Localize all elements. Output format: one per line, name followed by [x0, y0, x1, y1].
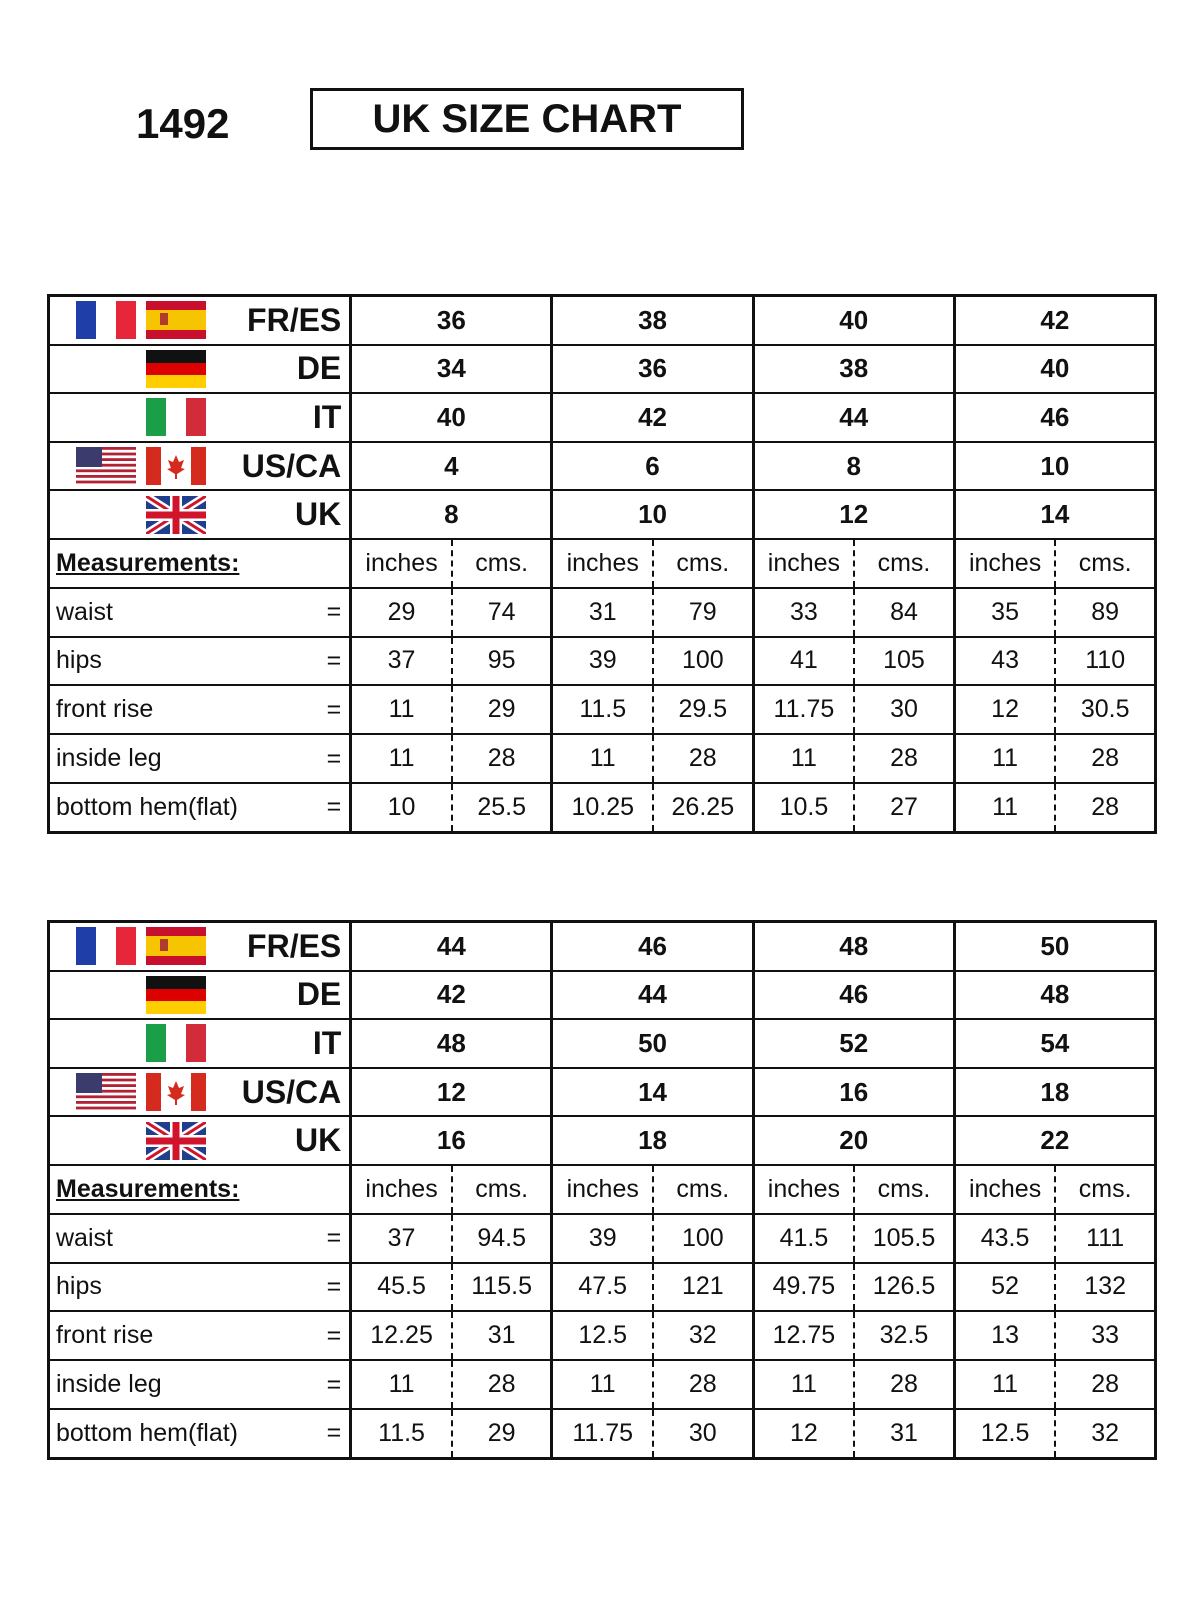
- inches-value: 11: [954, 783, 1055, 832]
- unit-cms-header: cms.: [452, 539, 552, 588]
- size-value: 50: [954, 922, 1155, 971]
- inches-value: 43.5: [954, 1214, 1055, 1263]
- germany-flag-icon: [146, 350, 206, 388]
- usa-flag-icon: [76, 447, 136, 485]
- size-value: 40: [753, 296, 954, 345]
- size-value: 12: [351, 1068, 552, 1117]
- cms-value: 95: [452, 637, 552, 686]
- cms-value: 29.5: [653, 685, 753, 734]
- measurement-label-cell: [49, 1263, 351, 1312]
- page-title-text: UK SIZE CHART: [372, 96, 682, 141]
- unit-inches-header: inches: [351, 1165, 452, 1214]
- size-value: 44: [753, 393, 954, 442]
- cms-value: 28: [854, 1360, 954, 1409]
- country-flags: [50, 927, 210, 965]
- size-value: 42: [552, 393, 753, 442]
- unit-cms-header: cms.: [653, 539, 753, 588]
- size-value: 40: [954, 345, 1155, 394]
- unit-inches-header: inches: [753, 1165, 854, 1214]
- inches-value: 39: [552, 637, 653, 686]
- inches-value: 47.5: [552, 1263, 653, 1312]
- cms-value: 31: [452, 1311, 552, 1360]
- inches-value: 11: [351, 1360, 452, 1409]
- country-size-row: [49, 442, 1156, 491]
- cms-value: 30: [854, 685, 954, 734]
- measurement-row: [49, 783, 1156, 832]
- inches-value: 11: [552, 734, 653, 783]
- equals-sign: =: [326, 744, 342, 773]
- measurement-row: [49, 1409, 1156, 1458]
- size-value: 46: [954, 393, 1155, 442]
- unit-cms-header: cms.: [653, 1165, 753, 1214]
- country-size-row: [49, 490, 1156, 539]
- italy-flag-icon: [146, 398, 206, 436]
- country-code: UK: [295, 1122, 342, 1159]
- cms-value: 30.5: [1055, 685, 1155, 734]
- inches-value: 11.5: [351, 1409, 452, 1458]
- cms-value: 111: [1055, 1214, 1155, 1263]
- unit-inches-header: inches: [351, 539, 452, 588]
- inches-value: 37: [351, 637, 452, 686]
- country-code: FR/ES: [247, 927, 342, 964]
- size-value: 4: [351, 442, 552, 491]
- country-code: IT: [312, 398, 342, 435]
- country-size-row: [49, 1068, 1156, 1117]
- size-value: 44: [351, 922, 552, 971]
- inches-value: 12.25: [351, 1311, 452, 1360]
- cms-value: 26.25: [653, 783, 753, 832]
- country-size-row: [49, 393, 1156, 442]
- cms-value: 126.5: [854, 1263, 954, 1312]
- equals-sign: =: [326, 1272, 342, 1301]
- inches-value: 11.75: [552, 1409, 653, 1458]
- measurements-heading: Measurements:: [49, 539, 351, 588]
- size-value: 18: [954, 1068, 1155, 1117]
- inches-value: 39: [552, 1214, 653, 1263]
- country-label-cell: [49, 1116, 351, 1165]
- cms-value: 28: [854, 734, 954, 783]
- unit-cms-header: cms.: [854, 1165, 954, 1214]
- uk-flag-icon: [146, 496, 206, 534]
- measurement-row: [49, 685, 1156, 734]
- measurement-name: inside leg: [56, 1370, 162, 1399]
- country-code: DE: [296, 976, 342, 1013]
- inches-value: 31: [552, 588, 653, 637]
- cms-value: 25.5: [452, 783, 552, 832]
- cms-value: 89: [1055, 588, 1155, 637]
- measurement-name: bottom hem(flat): [56, 1418, 239, 1447]
- measurements-header-row: [49, 1165, 1156, 1214]
- inches-value: 11: [954, 1360, 1055, 1409]
- country-label-cell: [49, 490, 351, 539]
- size-value: 50: [552, 1019, 753, 1068]
- inches-value: 11: [753, 1360, 854, 1409]
- measurement-label-cell: [49, 734, 351, 783]
- measurement-label-cell: [49, 588, 351, 637]
- cms-value: 100: [653, 1214, 753, 1263]
- inches-value: 12: [954, 685, 1055, 734]
- size-value: 34: [351, 345, 552, 394]
- size-value: 8: [351, 490, 552, 539]
- inches-value: 12.5: [552, 1311, 653, 1360]
- size-value: 10: [954, 442, 1155, 491]
- size-value: 20: [753, 1116, 954, 1165]
- measurement-name: hips: [56, 646, 102, 675]
- size-value: 52: [753, 1019, 954, 1068]
- country-size-row: [49, 1019, 1156, 1068]
- size-value: 38: [753, 345, 954, 394]
- size-value: 10: [552, 490, 753, 539]
- page-title: [310, 88, 744, 150]
- measurement-row: [49, 1263, 1156, 1312]
- measurements-heading: Measurements:: [49, 1165, 351, 1214]
- cms-value: 28: [452, 734, 552, 783]
- size-value: 46: [552, 922, 753, 971]
- country-label-cell: [49, 345, 351, 394]
- measurements-header-row: [49, 539, 1156, 588]
- cms-value: 121: [653, 1263, 753, 1312]
- size-value: 22: [954, 1116, 1155, 1165]
- cms-value: 115.5: [452, 1263, 552, 1312]
- inches-value: 52: [954, 1263, 1055, 1312]
- country-label-cell: [49, 922, 351, 971]
- inches-value: 10.25: [552, 783, 653, 832]
- size-table: [47, 920, 1157, 1460]
- size-value: 44: [552, 971, 753, 1020]
- country-size-row: [49, 296, 1156, 345]
- inches-value: 12: [753, 1409, 854, 1458]
- inches-value: 35: [954, 588, 1055, 637]
- cms-value: 28: [1091, 792, 1120, 821]
- country-flags: [50, 1122, 210, 1160]
- cms-value: 28: [1055, 734, 1155, 783]
- cms-value: 100: [653, 637, 753, 686]
- country-flags: [50, 398, 210, 436]
- size-table: [47, 294, 1157, 834]
- size-value: 16: [351, 1116, 552, 1165]
- cms-value: 84: [854, 588, 954, 637]
- country-size-row: [49, 922, 1156, 971]
- size-value: 48: [954, 971, 1155, 1020]
- country-flags: [50, 447, 210, 485]
- country-code: US/CA: [241, 1073, 342, 1110]
- country-flags: [50, 350, 210, 388]
- measurement-name: front rise: [56, 695, 154, 724]
- measurement-row: [49, 588, 1156, 637]
- size-value: 54: [954, 1019, 1155, 1068]
- measurement-label-cell: [49, 1311, 351, 1360]
- inches-value: 49.75: [753, 1263, 854, 1312]
- style-code: 1492: [136, 100, 230, 147]
- country-flags: [50, 976, 210, 1014]
- inches-value: 37: [351, 1214, 452, 1263]
- germany-flag-icon: [146, 976, 206, 1014]
- unit-cms-header: cms.: [1055, 539, 1155, 588]
- inches-value: 11: [351, 685, 452, 734]
- inches-value: 10.5: [753, 783, 854, 832]
- country-code: IT: [312, 1024, 342, 1061]
- size-value: 8: [753, 442, 954, 491]
- cms-value: 28: [452, 1360, 552, 1409]
- size-value: 48: [753, 922, 954, 971]
- measurement-row: [49, 1311, 1156, 1360]
- cms-value: 105: [854, 637, 954, 686]
- measurement-name: hips: [56, 1272, 102, 1301]
- inches-value: 12.75: [753, 1311, 854, 1360]
- measurement-label-cell: [49, 685, 351, 734]
- size-value: 18: [552, 1116, 753, 1165]
- inches-value: 11.75: [753, 685, 854, 734]
- cms-value: 32: [1091, 1418, 1120, 1447]
- inches-value: 11: [753, 734, 854, 783]
- inches-value: 41: [753, 637, 854, 686]
- country-flags: [50, 1024, 210, 1062]
- cms-value: 105.5: [854, 1214, 954, 1263]
- size-value: 36: [552, 345, 753, 394]
- country-label-cell: [49, 442, 351, 491]
- canada-flag-icon: [146, 1073, 206, 1111]
- measurement-name: inside leg: [56, 744, 162, 773]
- cms-value: 28: [653, 734, 753, 783]
- cms-value: 33: [1055, 1311, 1155, 1360]
- country-flags: [50, 496, 210, 534]
- country-code: FR/ES: [247, 301, 342, 338]
- country-size-row: [49, 345, 1156, 394]
- equals-sign: =: [326, 792, 342, 821]
- cms-value: 29: [452, 685, 552, 734]
- measurement-row: [49, 734, 1156, 783]
- equals-sign: =: [326, 1370, 342, 1399]
- country-label-cell: [49, 393, 351, 442]
- unit-inches-header: inches: [954, 1165, 1055, 1214]
- measurement-label-cell: [49, 1409, 351, 1458]
- unit-inches-header: inches: [552, 1165, 653, 1214]
- inches-value: 41.5: [753, 1214, 854, 1263]
- country-flags: [50, 1073, 210, 1111]
- country-label-cell: [49, 1019, 351, 1068]
- inches-value: 12.5: [954, 1409, 1055, 1458]
- country-label-cell: [49, 971, 351, 1020]
- measurement-label-cell: [49, 1360, 351, 1409]
- inches-value: 11: [552, 1360, 653, 1409]
- inches-value: 13: [954, 1311, 1055, 1360]
- equals-sign: =: [326, 646, 342, 675]
- measurement-label-cell: [49, 637, 351, 686]
- unit-cms-header: cms.: [854, 539, 954, 588]
- unit-cms-header: cms.: [452, 1165, 552, 1214]
- size-value: 6: [552, 442, 753, 491]
- size-value: 36: [351, 296, 552, 345]
- measurement-name: front rise: [56, 1321, 154, 1350]
- size-value: 14: [954, 490, 1155, 539]
- cms-value: 110: [1055, 637, 1155, 686]
- unit-inches-header: inches: [552, 539, 653, 588]
- size-value: 16: [753, 1068, 954, 1117]
- cms-value: 74: [452, 588, 552, 637]
- size-value: 38: [552, 296, 753, 345]
- size-value: 12: [753, 490, 954, 539]
- size-value: 48: [351, 1019, 552, 1068]
- inches-value: 33: [753, 588, 854, 637]
- size-value: 42: [954, 296, 1155, 345]
- cms-value: 27: [854, 783, 954, 832]
- measurement-label-cell: [49, 783, 351, 832]
- cms-value: 94.5: [452, 1214, 552, 1263]
- usa-flag-icon: [76, 1073, 136, 1111]
- spain-flag-icon: [146, 301, 206, 339]
- inches-value: 45.5: [351, 1263, 452, 1312]
- unit-inches-header: inches: [753, 539, 854, 588]
- unit-cms-header: cms.: [1055, 1165, 1155, 1214]
- inches-value: 11.5: [552, 685, 653, 734]
- country-label-cell: [49, 296, 351, 345]
- country-size-row: [49, 971, 1156, 1020]
- spain-flag-icon: [146, 927, 206, 965]
- measurement-name: waist: [56, 597, 113, 626]
- uk-flag-icon: [146, 1122, 206, 1160]
- measurement-label-cell: [49, 1214, 351, 1263]
- measurement-name: waist: [56, 1223, 113, 1252]
- cms-value: 28: [653, 1360, 753, 1409]
- equals-sign: =: [326, 1321, 342, 1350]
- equals-sign: =: [326, 695, 342, 724]
- canada-flag-icon: [146, 447, 206, 485]
- cms-value: 32: [653, 1311, 753, 1360]
- equals-sign: =: [326, 1223, 342, 1252]
- country-label-cell: [49, 1068, 351, 1117]
- equals-sign: =: [326, 1418, 342, 1447]
- country-size-row: [49, 1116, 1156, 1165]
- country-code: US/CA: [241, 447, 342, 484]
- size-value: 40: [351, 393, 552, 442]
- inches-value: 11: [954, 734, 1055, 783]
- cms-value: 32.5: [854, 1311, 954, 1360]
- unit-inches-header: inches: [954, 539, 1055, 588]
- inches-value: 11: [351, 734, 452, 783]
- measurement-row: [49, 637, 1156, 686]
- inches-value: 10: [351, 783, 452, 832]
- cms-value: 79: [653, 588, 753, 637]
- size-value: 14: [552, 1068, 753, 1117]
- italy-flag-icon: [146, 1024, 206, 1062]
- country-code: UK: [295, 496, 342, 533]
- cms-value: 29: [452, 1409, 552, 1458]
- size-value: 42: [351, 971, 552, 1020]
- cms-value: 31: [854, 1409, 954, 1458]
- cms-value: 28: [1055, 1360, 1155, 1409]
- equals-sign: =: [326, 597, 342, 626]
- cms-value: 132: [1055, 1263, 1155, 1312]
- france-flag-icon: [76, 927, 136, 965]
- inches-value: 29: [351, 588, 452, 637]
- measurement-row: [49, 1214, 1156, 1263]
- inches-value: 43: [954, 637, 1055, 686]
- country-code: DE: [296, 350, 342, 387]
- size-value: 46: [753, 971, 954, 1020]
- country-flags: [50, 301, 210, 339]
- measurement-name: bottom hem(flat): [56, 792, 239, 821]
- measurement-row: [49, 1360, 1156, 1409]
- cms-value: 30: [653, 1409, 753, 1458]
- france-flag-icon: [76, 301, 136, 339]
